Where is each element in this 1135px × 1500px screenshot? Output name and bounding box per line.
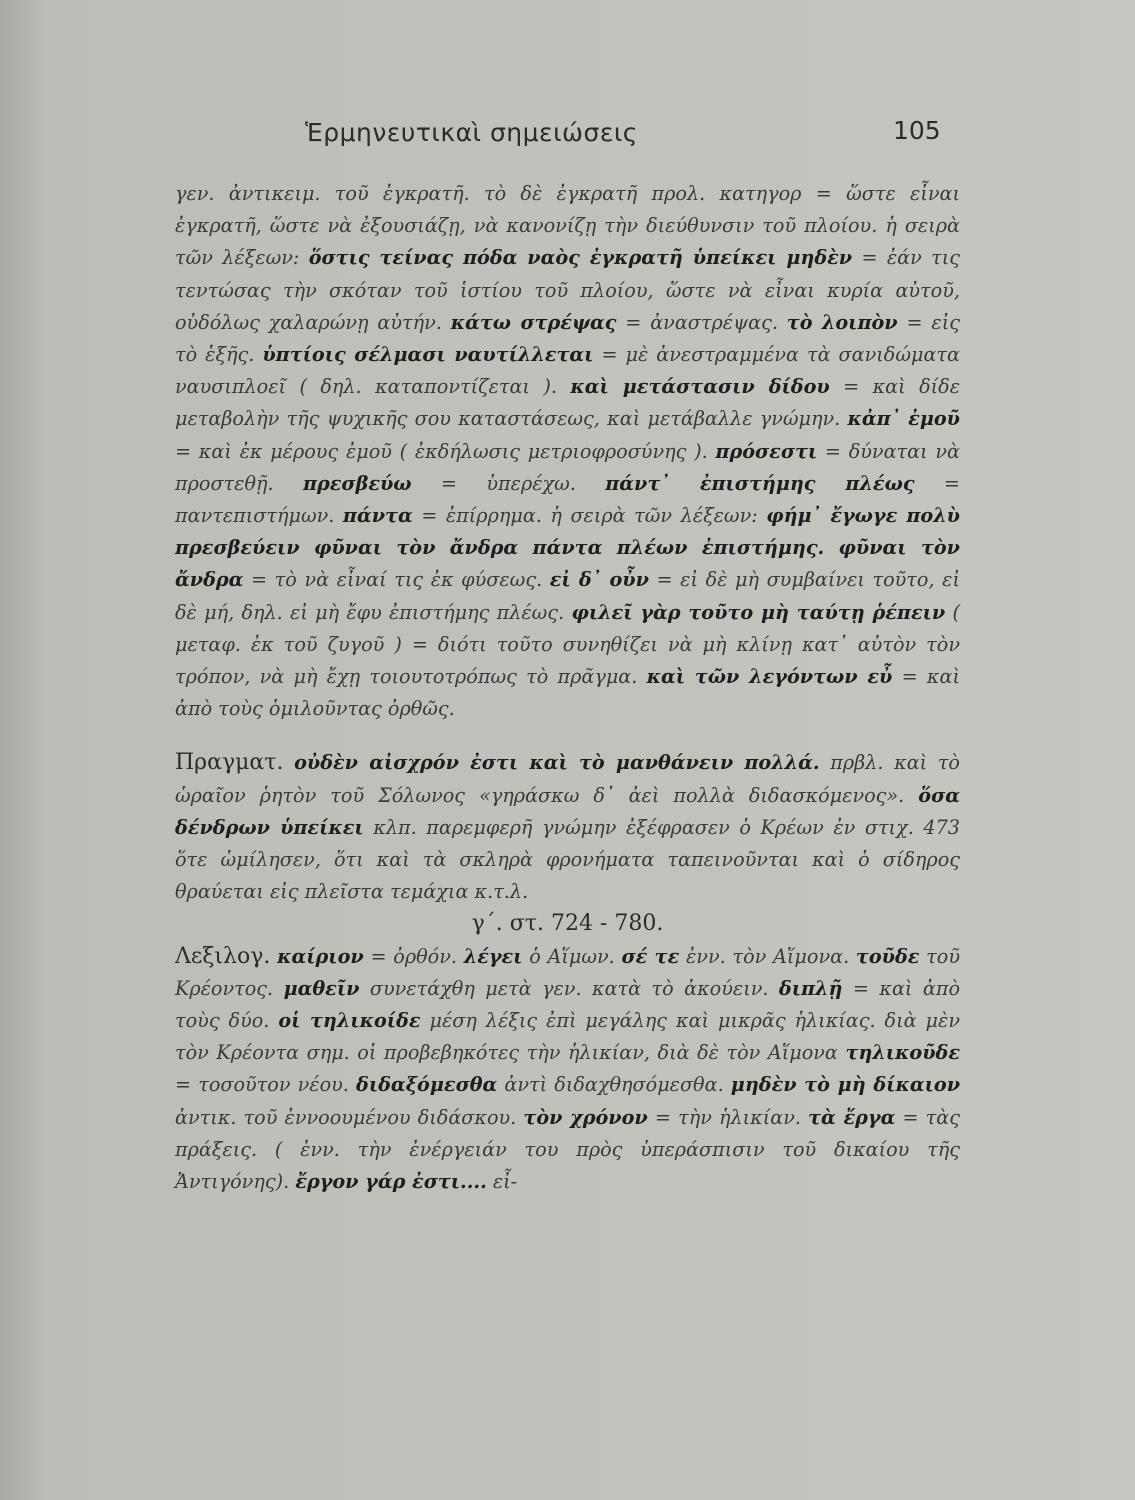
lemma: ὅσα δένδρων ὑπείκει	[175, 783, 960, 839]
lemma: κάτω στρέψας	[450, 310, 617, 334]
section-heading: γ΄. στ. 724 - 780.	[471, 911, 664, 937]
lemma: καὶ μετάστασιν δίδου	[570, 375, 830, 399]
text-run: πρβλ. καὶ τὸ ὡραῖον ῥητὸν τοῦ Σόλωνος «γηράσκω δ᾽ ἀεὶ πολλὰ διδασκόμενος».	[175, 751, 960, 807]
text-run: = ἐάν τις τεντώσας τὴν σκόταν τοῦ ἱστίου τοῦ πλοίου, ὥστε νὰ εἶναι κυρία αὐτοῦ, οὐδόλως χαλαρώνῃ αὐτήν.	[175, 246, 960, 334]
lemma: μαθεῖν	[283, 976, 360, 1000]
text-run: = ὑπερέχω.	[411, 471, 606, 495]
lemma: πάντα	[342, 504, 413, 528]
text-run: ὁ Αἵμων.	[522, 944, 622, 968]
text-run: γεν. ἀντικειμ. τοῦ ἐγκρατῆ. τὸ δὲ ἐγκρατῆ προλ. κατηγορ = ὥστε εἶναι ἐγκρατῆ, ὥστε νὰ ἐξουσιάζῃ, νὰ κανονίζῃ τὴν διεύθυνσιν τοῦ πλοίου. ἡ σειρὰ τῶν λέξεων:	[175, 182, 960, 270]
text-run: ἐνν. τὸν Αἵμονα.	[679, 944, 856, 968]
lemma: φιλεῖ γὰρ τοῦτο μὴ ταύτῃ ῥέπειν	[571, 600, 946, 624]
text-run: = καὶ ἐκ μέρους ἐμοῦ ( ἐκδήλωσις μετριοφροσύνης ).	[175, 439, 716, 463]
lemma: ὑπτίοις σέλμασι ναυτίλλεται	[262, 343, 594, 367]
lemma: καίριον	[277, 944, 364, 968]
text-run: ( μεταφ. ἐκ τοῦ ζυγοῦ ) = διότι τοῦτο συνηθίζει νὰ μὴ κλίνῃ κατ᾽ αὐτὸν τὸν τρόπον, νὰ μὴ ἔχῃ τοιουτοτρόπως τὸ πρᾶγμα.	[175, 600, 961, 689]
lemma: φήμ᾽ ἔγωγε πολὺ πρεσβεύειν φῦναι τὸν ἄνδρα πάντα πλέων ἐπιστήμης. φῦναι τὸν ἄνδρα	[175, 504, 960, 592]
body-text	[175, 178, 960, 1198]
text-run: μέση λέξις ἐπὶ μεγάλης καὶ μικρᾶς ἡλικίας. διὰ μὲν τὸν Κρέοντα σημ. οἱ προβεβηκότες τὴν ἡλικίαν, διὰ δὲ τὸν Αἵμονα	[175, 1009, 960, 1065]
lemma: πρεσβεύω	[302, 471, 412, 495]
text-run: εἶ-	[486, 1170, 518, 1194]
commentary-paragraph-1	[175, 178, 960, 725]
lemma: διδαξόμεσθα	[356, 1073, 498, 1097]
text-run: = παντεπιστήμων.	[175, 471, 960, 528]
lemma: οἱ τηλικοίδε	[278, 1009, 421, 1033]
lemma: ὅστις τείνας πόδα ναὸς ἐγκρατῆ ὑπείκει μηδὲν	[308, 246, 853, 270]
text-run: συνετάχθη μετὰ γεν. κατὰ τὸ ἀκούειν.	[359, 976, 779, 1000]
paragraph-lead: Πραγματ.	[175, 750, 284, 776]
lemma: τὸ λοιπὸν	[786, 310, 898, 334]
lemma: οὐδὲν αἰσχρόν ἐστι καὶ τὸ μανθάνειν πολλά.	[294, 751, 820, 775]
text-run: = τὴν ἡλικίαν.	[647, 1105, 809, 1129]
text-run: κλπ. παρεμφερῆ γνώμην ἐξέφρασεν ὁ Κρέων ἐν στιχ. 473 ὅτε ὡμίλησεν, ὅτι καὶ τὰ σκληρὰ φρονήματα ταπεινοῦνται καὶ ὁ σίδηρος θραύεται εἰς πλεῖστα τεμάχια κ.τ.λ.	[175, 815, 960, 904]
text-run: = καὶ ἀπὸ τοὺς ὁμιλοῦντας ὀρθῶς.	[175, 665, 960, 721]
lemma: πρόσεστι	[715, 439, 818, 463]
lemma: τὰ ἔργα	[808, 1105, 896, 1129]
lemma: τὸν χρόνον	[523, 1105, 648, 1129]
lemma: τηλικοῦδε	[845, 1041, 960, 1065]
text-run: = καὶ δίδε μεταβολὴν τῆς ψυχικῆς σου καταστάσεως, καὶ μετάβαλλε γνώμην.	[175, 375, 960, 431]
lemma: διπλῇ	[778, 976, 843, 1000]
lemma: τοῦδε	[855, 944, 920, 968]
lemma: πάντ᾽ ἐπιστήμης πλέως	[605, 471, 915, 495]
text-run: = μὲ ἀνεστραμμένα τὰ σανιδώματα ναυσιπλοεῖ ( δηλ. καταποντίζεται ).	[175, 343, 960, 399]
text-run: = εἰ δὲ μὴ συμβαίνει τοῦτο, εἰ δὲ μή, δηλ. εἰ μὴ ἔφυ ἐπιστήμης πλέως.	[175, 568, 960, 624]
text-run: = δύναται νὰ προστεθῇ.	[175, 439, 960, 495]
lemma: σέ τε	[621, 944, 680, 968]
lemma: κἀπ᾽ ἐμοῦ	[847, 407, 960, 431]
lemma: καὶ τῶν λεγόντων εὖ	[646, 665, 893, 689]
lemma: ἔργον γάρ ἐστι....	[295, 1170, 487, 1194]
commentary-paragraph-3	[175, 941, 960, 1199]
text-run: = ὀρθόν.	[363, 944, 464, 968]
text-run: ἀντικ. τοῦ ἐννοουμένου διδάσκου.	[175, 1105, 524, 1129]
page-number: 105	[893, 116, 941, 145]
page-header	[0, 112, 1135, 152]
text-run: = ἀναστρέψας.	[616, 310, 787, 334]
paragraph-lead: Λεξιλογ.	[175, 943, 271, 969]
text-run: = τὰς πράξεις. ( ἐνν. τὴν ἐνέργειάν του πρὸς ὑπεράσπισιν τοῦ δικαίου τῆς Ἀντιγόνης).	[175, 1105, 961, 1194]
text-run: τοῦ Κρέοντος.	[175, 944, 960, 1000]
running-title: Ἑρμηνευτικαὶ σημειώσεις	[305, 118, 638, 147]
text-run: = καὶ ἀπὸ τοὺς δύο.	[175, 976, 960, 1033]
lemma: λέγει	[463, 944, 523, 968]
text-run: = τὸ νὰ εἶναί τις ἐκ φύσεως.	[243, 568, 550, 592]
commentary-paragraph-2	[175, 747, 960, 908]
text-run: = ἐπίρρημα. ἡ σειρὰ τῶν λέξεων:	[412, 504, 767, 528]
text-run: = εἰς τὸ ἑξῆς.	[175, 310, 960, 367]
lemma: εἰ δ᾽ οὖν	[549, 568, 649, 592]
text-run: = τοσοῦτον νέου.	[175, 1073, 357, 1097]
lemma: μηδὲν τὸ μὴ δίκαιον	[730, 1073, 961, 1097]
text-run: ἀντὶ διδαχθησόμεσθα.	[497, 1073, 731, 1097]
